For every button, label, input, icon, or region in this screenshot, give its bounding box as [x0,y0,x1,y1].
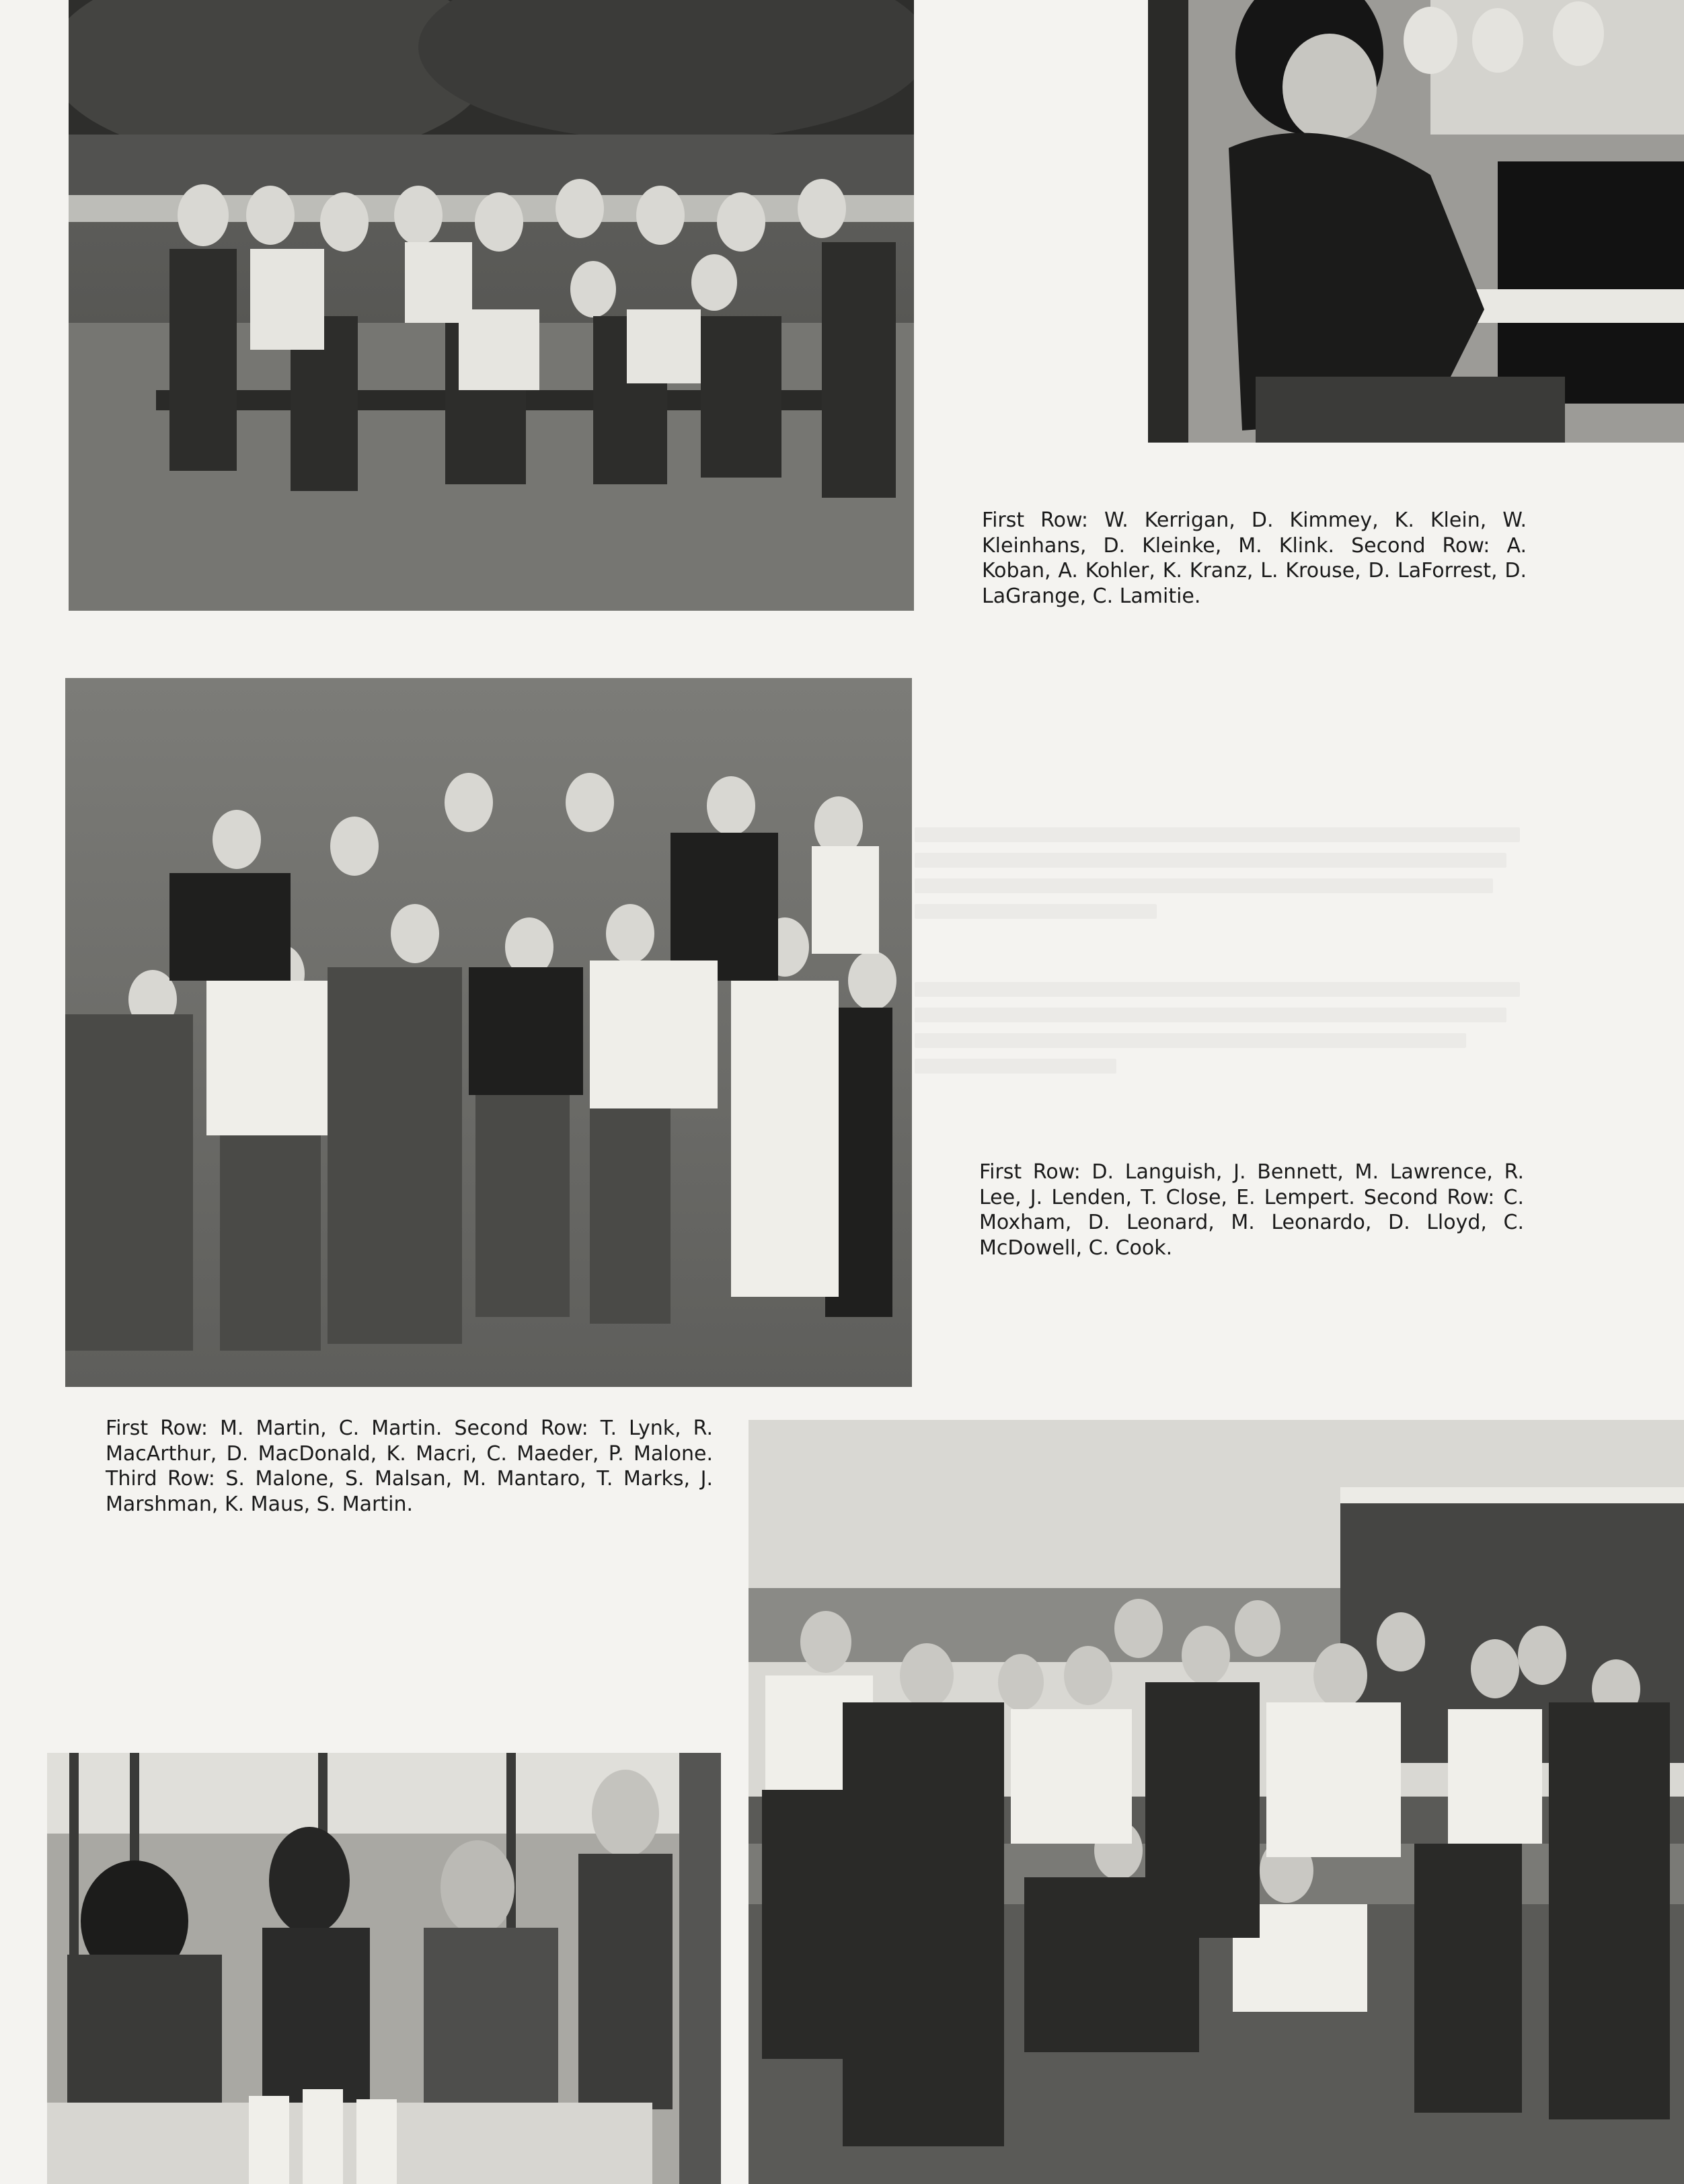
group-photo-lawn [65,678,912,1387]
bleed-through-band [915,827,1520,842]
bleed-through-band [915,1059,1116,1074]
group-photo-benches [69,0,914,611]
bleed-through-band [915,1008,1506,1022]
group-photo-building [749,1420,1684,2184]
woodshop-photo [47,1753,721,2184]
caption-group-three: First Row: M. Martin, C. Martin. Second Row: T. Lynk, R. MacArthur, D. MacDonald, K. Macri, C. Maeder, P. Malone. Third Row: S. Malone, S. Malsan, M. Mantaro, T. Marks, J. Marshman, K. Maus, S. Martin. [106,1417,713,1516]
bleed-through-band [915,853,1506,868]
bleed-through-band [915,982,1520,997]
caption-group-one: First Row: W. Kerrigan, D. Kimmey, K. Klein, W. Kleinhans, D. Kleinke, M. Klink. Second Row: A. Koban, A. Kohler, K. Kranz, L. Krouse, D. LaForrest, D. LaGrange, C. Lamitie. [982,509,1527,608]
bleed-through-band [915,904,1157,919]
pianist-photo [1148,0,1684,443]
bleed-through-band [915,878,1493,893]
bleed-through-band [915,1033,1466,1048]
caption-group-two: First Row: D. Languish, J. Bennett, M. Lawrence, R. Lee, J. Lenden, T. Close, E. Lempert. Second Row: C. Moxham, D. Leonard, M. Leonardo, D. Lloyd, C. McDowell, C. Cook. [979,1160,1524,1260]
